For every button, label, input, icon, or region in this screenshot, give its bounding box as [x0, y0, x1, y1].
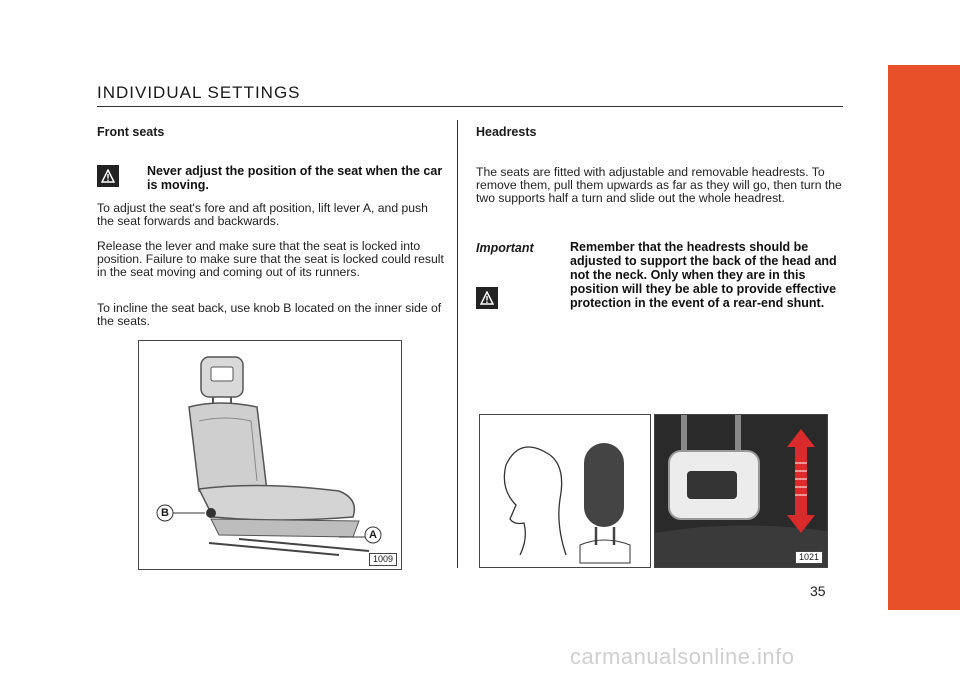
title-rule: [97, 106, 843, 107]
headrest-head-figure: [479, 414, 651, 568]
important-label: Important: [476, 241, 534, 255]
headrests-heading: Headrests: [476, 125, 537, 139]
page-number: 35: [810, 583, 826, 599]
headrests-para-1: The seats are fitted with adjustable and removable headrests. To remove them, pull them upwards as far as they will go, then turn the two supports half a turn and slide out the whole headrest.: [476, 165, 842, 206]
knob-b-label: B: [161, 507, 169, 519]
head-illustration: [480, 415, 650, 567]
seat-para-1: To adjust the seat's fore and aft position, lift lever A, and push the seat forwards and backwards.: [97, 201, 428, 229]
figure-code-1021: 1021: [795, 551, 823, 564]
column-divider: [457, 120, 458, 568]
page-color-tab: [888, 65, 960, 610]
seat-illustration: [139, 341, 401, 569]
watermark: carmanualsonline.info: [570, 644, 795, 669]
seat-warning-text: Never adjust the position of the seat when the car is moving.: [147, 164, 443, 192]
warning-icon-headrest: [476, 287, 498, 309]
important-text: Remember that the headrests should be adjusted to support the back of the head and not the neck. Only when they are in this position will they be able to provide effective protection in the event of a rear-end shunt.: [570, 240, 837, 310]
warning-icon: [97, 165, 119, 187]
seat-para-2: Release the lever and make sure that the seat is locked into position. Failure to make sure that the seat is locked could result in the seat moving and coming out of its runners.: [97, 239, 444, 280]
seat-para-3: To incline the seat back, use knob B located on the inner side of the seats.: [97, 301, 442, 329]
section-title: INDIVIDUAL SETTINGS: [97, 83, 301, 102]
lever-a-label: A: [369, 529, 377, 541]
headrest-adjust-figure: [654, 414, 828, 568]
seat-figure: [138, 340, 402, 570]
figure-code-1009: 1009: [369, 553, 397, 566]
headrest-photo-illustration: [655, 415, 827, 567]
front-seats-heading: Front seats: [97, 125, 165, 139]
